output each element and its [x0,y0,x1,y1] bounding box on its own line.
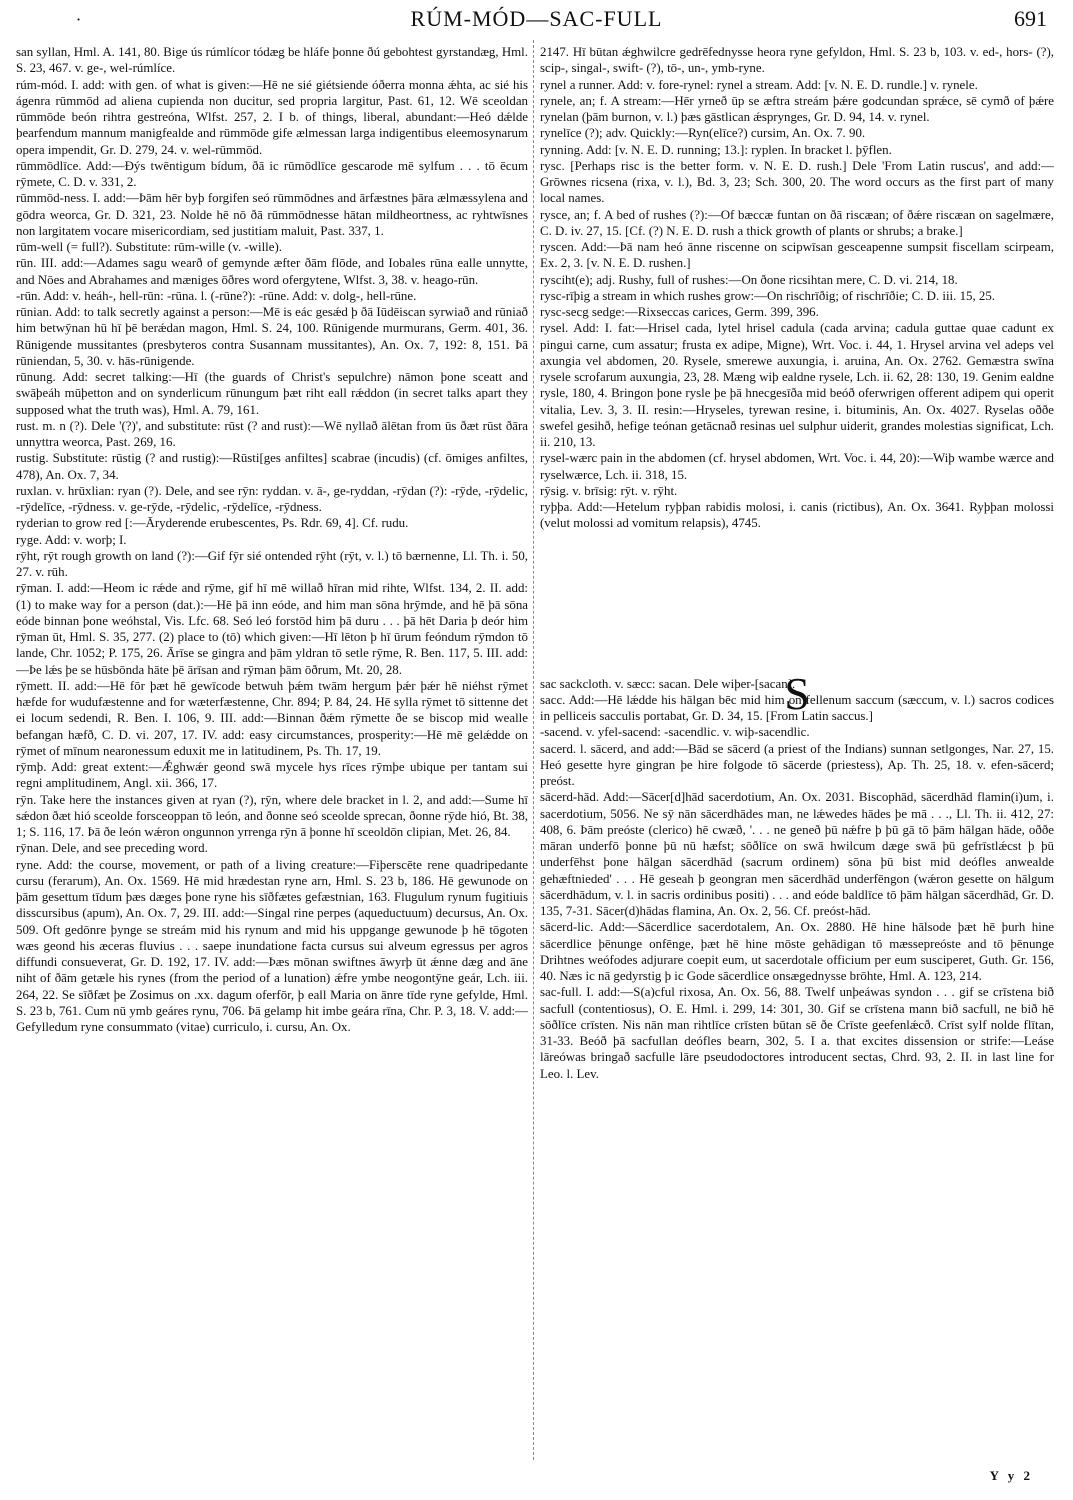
dictionary-entry: rȳht, rȳt rough growth on land (?):—Gif fȳr sié ontended rȳht (rȳt, v. l.) tō bærnenne, Ll. Th. i. 50, 27. v. rūh. [16,548,528,579]
dictionary-entry: ryge. Add: v. worþ; I. [16,532,127,547]
dictionary-entry: rȳn. Take here the instances given at ryan (?), rȳn, where dele bracket in l. 2, and add:—Sume hī sǽdon ðæt hió sceolde forsceoppan tō león, and ðonne seó sceolde sprecan, ðonne rȳde hió, Bt. 38, 1; S. 116, 17. Þā ðe león wǽron ongunnon yrrenga rȳn ā þonne hī sceoldōn clipian, Met. 26, 84. [16,792,528,839]
dictionary-entry: rustig. Substitute: rūstig (? and rustig):—Rūsti[ges anfiltes] scabrae (incudis) (cf. ōmiges anfiltes, 478), An. Ox. 7, 34. [16,451,528,482]
dictionary-entry: ryþþa. Add:—Hetelum ryþþan rabidis molosi, i. canis (rictibus), An. Ox. 3641. Ryþþan molossi (velut molossi ad vomitum relapsis), 4745. [540,500,1054,531]
dictionary-entry: rysc. [Perhaps risc is the better form. v. N. E. D. rush.] Dele 'From Latin ruscus', and add:—Grōwnes ricsena (rixa, v. l.), Bd. 3, 23; Sch. 300, 20. The word occurs as the first part of many local names. [540,158,1054,206]
dictionary-entry: ruxlan. v. hrūxlian: ryan (?). Dele, and see rȳn: ryddan. v. ā-, ge-ryddan, -rȳdan (?): -rȳde, -rȳdelic, -rȳdelīce, -rȳdness. v. ge-rȳde, -rȳdelic, -rȳdelīce, -rȳdness. [16,483,528,514]
section-letter: S [784,667,810,719]
dictionary-entry: san syllan, Hml. A. 141, 80. Bige ús rúmlícor tódæg be hláfe þonne ðú gebohtest gyrstandæg, Hml. S. 23, 467. v. ge-, wel-rúmlíce. [16,45,528,76]
dictionary-entry: rūm-well (= full?). Substitute: rūm-wille (v. -wille). [16,240,282,254]
dictionary-entry: rynele, an; f. A stream:—Hēr yrneð ūp se æftra streám þǽre godcundan sprǽce, sē cymð of þǽre rynelan (þām burnon, v. l.) þæs gāstlican ǽsprynges, Gr. D. 94, 14. v. rynel. [540,93,1054,124]
dictionary-entry: rysciht(e); adj. Rushy, full of rushes:—On ðone ricsihtan mere, C. D. vi. 214, 18. [540,272,958,287]
page-number: 691 [1014,6,1047,31]
dictionary-entry: rysc-rīþig a stream in which rushes grow:—On rischrīðig; of rischrīðie; C. D. iii. 15, 25. [540,288,996,303]
dictionary-entry: rynning. Add: [v. N. E. D. running; 13.]: ryplen. In bracket l. þȳflen. [540,142,892,157]
dictionary-entry: rȳsig. v. brīsig: rȳt. v. rȳht. [540,483,678,498]
dictionary-entry: rūnung. Add: secret talking:—Hī (the guards of Christ's sepulchre) nāmon þone sceatt and swāþeáh mūþetton and on synderlicum rūnungum þæt riht eall rǽddon (in secret talks apart they supposed what the truth was), Hml. A. 79, 161. [16,370,528,417]
dictionary-entry: rūmmōdlīce. Add:—Ðýs twēntigum bídum, ðā ic rūmōdlīce gescarode mē sylfum . . . tō ēcum rȳmete, C. D. v. 331, 2. [16,158,528,189]
dictionary-entry: rūnian. Add: to talk secretly against a person:—Mē is eác gesǽd þ ðā Iūdēiscan syrwiað and rūniað him betwȳnan hū hī þē berǽdan magon, Hml. S. 24, 100. Rūnigende murmurans, Germ. 401, 36. Rūnigende mussitantes (presbyteros contra Susannam mussitantes), An. Ox. 7, 192: 8, 151. Þā rūniendan, 5, 30. v. hās-rūnigende. [16,305,528,368]
right-column [540,44,1054,1486]
dictionary-entry: rynelīce (?); adv. Quickly:—Ryn(elīce?) cursim, An. Ox. 7. 90. [540,126,866,141]
dictionary-entry: rust. m. n (?). Dele '(?)', and substitute: rūst (? and rust):—Wē nyllað ālētan from ūs ðæt rūst ðāra unnyttra weorca, Past. 269, 16. [16,418,528,449]
dictionary-entry: rysel. Add: I. fat:—Hrisel cada, lytel hrisel cadula (cada arvina; cadula guttae quae cadunt ex pingui carne, cum assatur; frusta ex adipe, Migne), Wrt. Voc. i. 44, 1. Hrysel arvina vel adeps vel axungia vel abdomen, 20. Rysele, smerewe auxungia, i. aruina, An. Ox. 2762. Gemæstra swīna rysele scrofarum auxungia, 23, 28. Mæng wiþ ealdne rysele, Lch. ii. 62, 28: 130, 19. Genim ealdne rysle, 180, 4. Bringon þone rysle þe þā hnecgesīða mid beóð oferwrigen offerent adipem qui operit vitalia, Lev. 3, 3. II. resin:—Hryseles, tyrewan resine, i. bituminis, An. Ox. 4027. Ryselas oððe swefel gesihð, hefige teónan getācnað resinas uel sulphur uiderit, grandes molestias significat, Lch. ii. 210, 13. [540,321,1054,449]
dictionary-entry: rūn. III. add:—Adames sagu wearð of gemynde æfter ðām flōde, and Iobales rūna ealle unnytte, and Nōes and Abrahames and mæniges ōðres word ofergytene, Wlfst. 3, 38. v. heago-rūn. [16,256,528,287]
dictionary-entry: sācerd-lic. Add:—Sācerdlice sacerdotalem, An. Ox. 2880. Hē hine hālsode þæt hē þurh hine sācerdlice þēnunge onfēnge, þæt hē hine mōste gehādigan tō mæssepreóste and tō þēnunge Drihtnes weófodes adjurare coepit eum, ut sacerdotale officium per eum susciperet, Guth. Gr. 156, 40. Næs ic nā gedyrstig þ ic Gode sācerdlice onsægednysse brōhte, Hml. A. 123, 214. [540,920,1054,983]
running-header [0,4,1073,34]
dictionary-entry: rȳnan. Dele, and see preceding word. [16,841,208,856]
dictionary-entry: rysc-secg sedge:—Rixseccas carices, Germ. 399, 396. [540,305,819,319]
dictionary-entry: rȳmþ. Add: great extent:—Ǽghwǽr geond swā mycele hys rīces rȳmþe ubique per tantam sui regni amplitudinem, Angl. xii. 366, 17. [16,760,528,791]
dictionary-entry: -sacend. v. yfel-sacend: -sacendlic. v. wiþ-sacendlic. [540,725,810,740]
dictionary-entry: rysel-wærc pain in the abdomen (cf. hrysel abdomen, Wrt. Voc. i. 44, 20):—Wiþ wambe wærce and ryselwærce, Lch. ii. 318, 15. [540,451,1054,482]
dictionary-entry: sacerd. l. sācerd, and add:—Bād se sācerd (a priest of the Indians) sunnan setlgonges, Nar. 27, 15. Heó gesette hyre gingran þe hire folgode tō sācerde (priestess), Ap. Th. 25, 18. v. efen-sācerd; preóst. [540,741,1054,788]
dictionary-entry: sac sackcloth. v. sæcc: sacan. Dele wiþer-[sacan]. [540,676,796,691]
signature-mark: Y y 2 [989,1468,1033,1483]
column-divider [533,40,534,1460]
header-dot: · [76,10,82,29]
dictionary-entry: rȳman. I. add:—Heom ic rǽde and rȳme, gif hī mē willað hīran mid rihte, Wlfst. 134, 2. II. add: (1) to make way for a person (dat.):—Hē þā inn eóde, and him man sōna hrȳmde, and hē þā sōna eóde binnan þone weóhstal, Vis. Lfc. 68. Seó leó forstōd him þā duru . . . þā hēt Daria þ deór him rȳman ūt, Hml. S. 35, 277. (2) place to (tō) which given:—Hī lēton þ hī ūrum feóndum rȳmdon tō lande, Chr. 1052; P. 175, 26. Ārīse se gingra and þām yldran tō setle rȳme, R. Ben. 117, 5. III. add:—Þe lǽs þe se hūsbōnda hāte þē ārīsan and rȳman þām ōðrum, Mt. 20, 28. [16,581,528,677]
dictionary-entry: rynel a runner. Add: v. fore-rynel: rynel a stream. Add: [v. N. E. D. rundle.] v. rynele. [540,77,978,92]
left-column [16,44,528,1486]
spacer [540,532,1054,566]
dictionary-entry: 2147. Hī būtan ǽghwilcre gedrēfednysse heora ryne gefyldon, Hml. S. 23 b, 103. v. ed-, hors- (?), scip-, singal-, swift- (?), tō-, un-, ymb-ryne. [540,45,1054,76]
dictionary-entry: ryne. Add: the course, movement, or path of a living creature:—Fiþerscēte rene quadripedante cursu (ferarum), An. Ox. 1569. Hē mid hrædestan ryne arn, Hml. S. 23 b, 186. Hē gewunode on þām gesettum tīdum þæs dæges þone ryne his sīðfætes gefæstnian, 163. Flugulum rynum fugitiuis disscursibus (apum), An. Ox. 7, 29. III. add:—Singal rine perpes (aqueductuum) decursus, An. Ox. 509. Oft gedōnre þynge se streám mid his rynum and mid his uppgange gewunode þ hē tōgoten wæs geond his æceras fluvius . . . saepe inundatione facta cursus sui alveum egressus per agros diffundi consueverat, Gr. D. 192, 17. IV. add:—Þæs mōnan swiftnes āwyrþ ūt ǽnne dæg and āne niht of ðām getæle his rynes (from the period of a lunation) ǽfre ymbe neogontȳne geár, Lch. iii. 264, 22. Se sīðfæt þe Zosimus on .xx. dagum oferfōr, þ eall Maria on ānre tīde ryne gefylde, Hml. S. 23 b, 761. Cum nū ymb geáres rynu, 706. Þā gelamp hit imbe geára rīna, Chr. P. 3, 18. V. add:—Gefylledum ryne consummato (vitae) curriculo, i. cursu, An. Ox. [16,857,528,1034]
page-title: RÚM-MÓD—SAC-FULL [410,6,663,31]
dictionary-entry: sācerd-hād. Add:—Sācer[d]hād sacerdotium, An. Ox. 2031. Biscophād, sācerdhād flamin(i)um, i. sacerdotium, 5056. Ne sȳ nān sācerdhādes man, ne lǽwedes hādes þe mā . . ., Ll. Th. ii. 412, 27: 408, 6. Þām preóste (clerico) hē cwæð, '. . . ne geneð þū nǽfre þ þū gā tō þām hālgan hāde, oððe māran underfō þonne þū nū hæfst; sōðlīce on swā hwilcum dæge swā þū gefrīstlǽcst þ þū underfēhst þone hālgan sācerdhād (sacrum ordinem) sōna þū bist mid deófles anwealde gehæftnieded' . . . Hē geseah þ geongran men sācerdhād underfēngon (wǽron gesette on hālgum sācerdhādum, v. l. in sacris ordinibus positi) . . . and eóde baldlīce tō þām hālgan sācerdhād, Gr. D. 135, 7-31. Sācer(d)hādas flamina, An. Ox. 2, 56. Cf. preóst-hād. [540,790,1054,918]
dictionary-entry: ryderian to grow red [:—Āryderende erubescentes, Ps. Rdr. 69, 4]. Cf. rudu. [16,516,409,531]
dictionary-entry: rysce, an; f. A bed of rushes (?):—Of bæccæ funtan on ðā riscæan; of ðǽre riscæan on sagelmære, C. D. iv. 27, 15. [Cf. (?) N. E. D. rush a thick growth of plants or shrubs; a brake.] [540,207,1054,238]
dictionary-entry: sac-full. I. add:—S(a)cful rixosa, An. Ox. 56, 88. Twelf unþeáwas syndon . . . gif se crīstena bið sacfull (contentiosus), O. E. Hml. i. 299, 14: 301, 30. Gif se crīstena mann bið sacfull, ne bið hē sōðlīce crīsten. Nis nān man rihtlīce crīsten būtan sē ðe Crīste geefenlǽcð. Crīst sylf nolde flītan, 31-33. Beóð þā sacfullan deófles bearn, 302, 5. I a. that excites dissension or strife:—Leáse lāreówas bringað sacfulle lāre pseudodoctores introducent sectas, Chrd. 93, 2. II. in last line for Leo. l. Lev. [540,985,1054,1081]
dictionary-entry: rȳmett. II. add:—Hē fōr þæt hē gewīcode betwuh þǽm twām hergum þǽr þǽr hē niéhst rȳmet hæfde for wudufæstenne and for wæterfæstenne, Chr. 894; P. 84, 24. Hē sylla rȳmet tō sittenne det ei locum sedendi, R. Ben. I. 106, 9. III. add:—Binnan ðǽm rȳmette ðe se biscop mid wealle befangan hæfð, C. D. vi. 207, 17. IV. add: easy circumstances, prosperity:—Hē mē gelǽdde on rȳmet of mīnum nearonessum eduxit me in latitudinem, Ps. Th. 17, 19. [16,678,528,758]
dictionary-entry: ryscen. Add:—Þā nam heó ānne riscenne on scipwīsan gesceapenne sumpsit fiscellam scirpeam, Ex. 2, 3. [v. N. E. D. rushen.] [540,240,1054,271]
dictionary-entry: rúm-mód. I. add: with gen. of what is given:—Hē ne sié giétsiende óðerra monna ǽhta, ac sié his ágenra rūmmōd ad aliena cupienda non ducitur, sed propria largitur, Past. 61, 12. Wē sceoldan rūmmōde beón rihtra gestreóna, Wlfst. 257, 2. I b. of things, liberal, abundant:—Heó dǽlde þearfendum mannum manigfealde and rūmmōde gife ælmessan larga indigentibus eleemosynarum opera impendit, Gr. D. 279, 24. v. wel-rūmmōd. [16,77,528,157]
dictionary-entry: sacc. Add:—Hē lǽdde his hālgan bēc mid him on fellenum saccum (sæccum, v. l.) sacros codices in pelliceis sacculis portabat, Gr. D. 34, 15. [From Latin saccus.] [540,692,1054,723]
dictionary-entry: rūmmōd-ness. I. add:—Þām hēr byþ forgifen seó rūmmōdnes and ārfæstnes þāra ælmæssylena and gōdra weorca, Gr. D. 321, 23. Nolde hē nō ðā rūmmōdnesse hātan mildheortness, ac ryhtwīsnes non largitatem vocare misericordiam, sed justitiam maluit, Past. 337, 1. [16,191,528,238]
dictionary-entry: -rūn. Add: v. heáh-, hell-rūn: -rūna. l. (-rūne?): -rūne. Add: v. dolg-, hell-rūne. [16,288,417,303]
